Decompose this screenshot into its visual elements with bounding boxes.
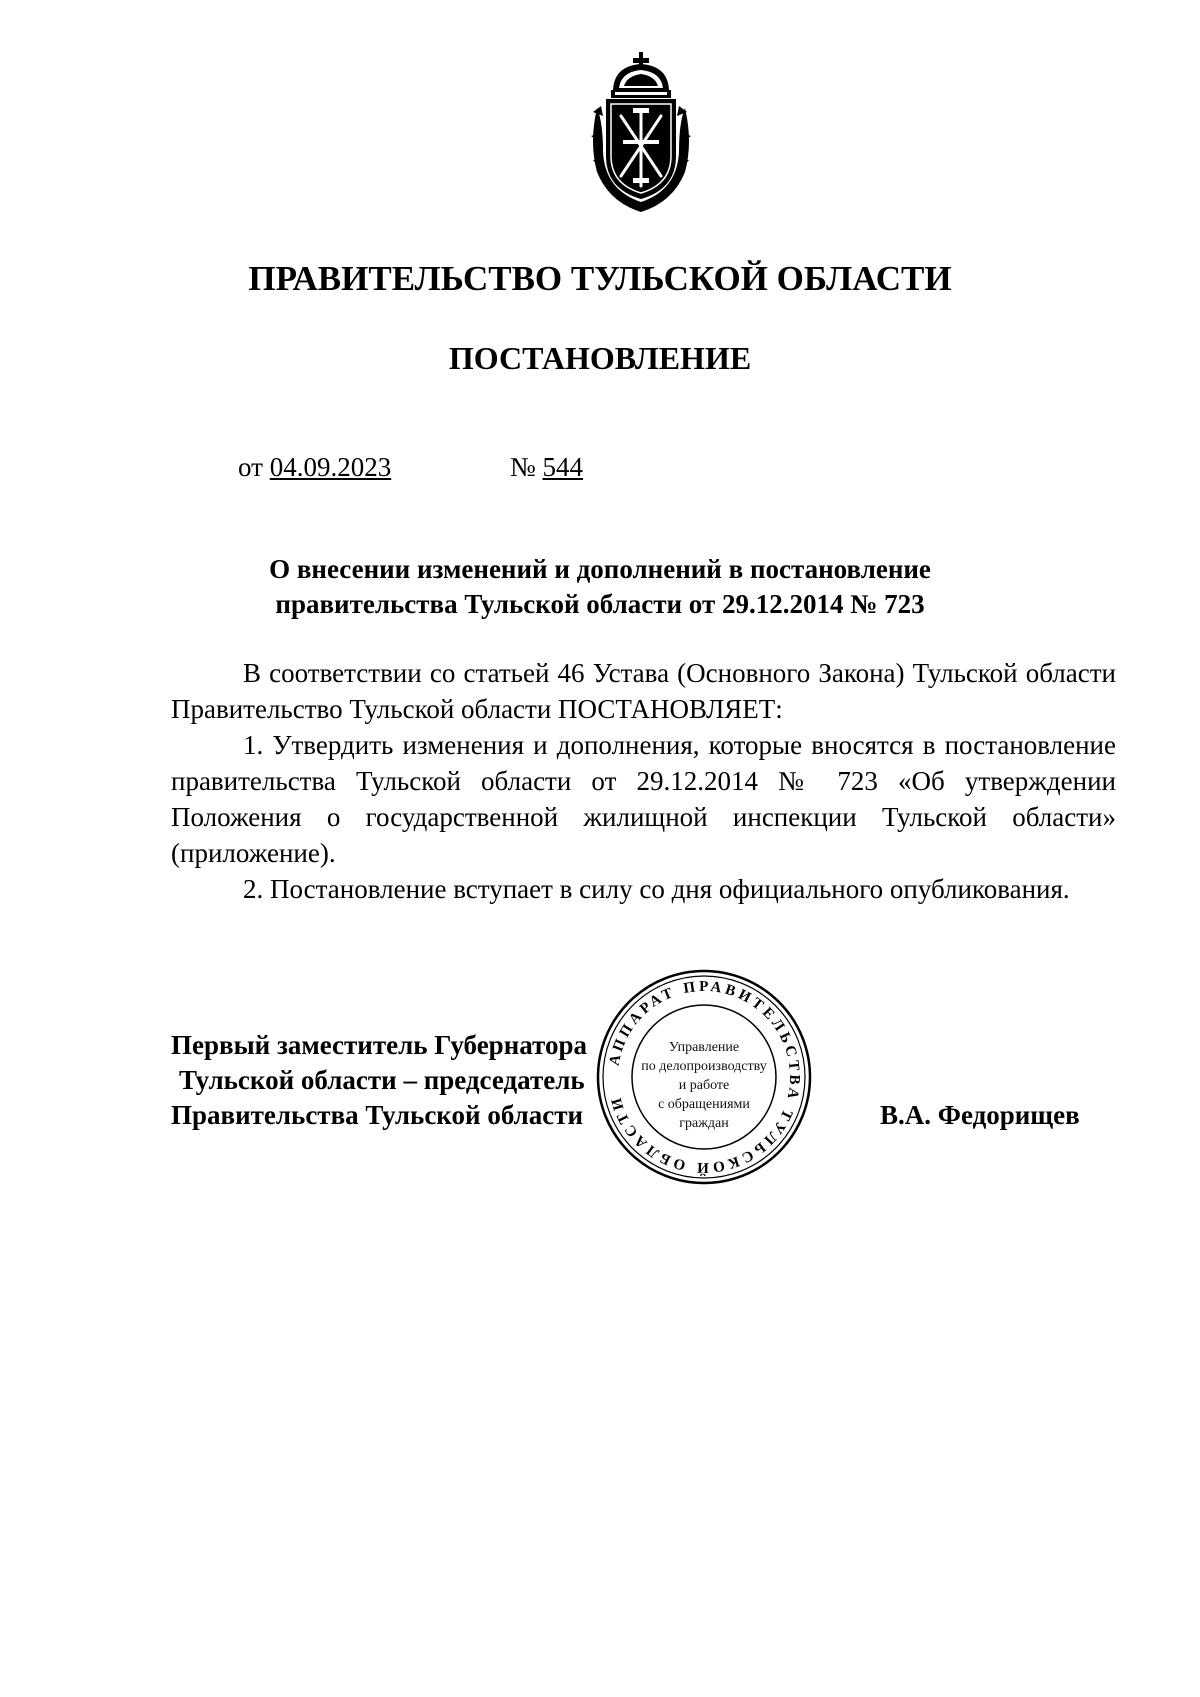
stamp-center-line-4: с обращениями	[658, 1097, 750, 1112]
document-date	[238, 450, 391, 484]
body-paragraph-2: 2. Постановление вступает в силу со дня официального опубликования.	[243, 874, 1070, 904]
document-body	[171, 655, 1116, 907]
date-prefix: от	[238, 452, 263, 482]
document-subject	[0, 552, 1200, 622]
number-prefix: №	[510, 452, 536, 482]
coat-of-arms-icon	[583, 52, 699, 216]
signer-position-line-3: Правительства Тульской области	[171, 1100, 584, 1130]
body-paragraph-preamble: В соответствии со статьей 46 Устава (Основного Закона) Тульской области Правительство Тульской области ПОСТАНОВЛЯЕТ:	[171, 658, 1116, 724]
organization-title: ПРАВИТЕЛЬСТВО ТУЛЬСКОЙ ОБЛАСТИ	[248, 259, 952, 298]
stamp-center-line-3: и работе	[678, 1078, 730, 1093]
date-value: 04.09.2023	[269, 452, 392, 482]
document-type-title: ПОСТАНОВЛЕНИЕ	[448, 340, 752, 376]
stamp-ring-text: АППАРАТ ПРАВИТЕЛЬСТВА ТУЛЬСКОЙ ОБЛАСТИ	[606, 978, 803, 1176]
stamp-center-line-5: граждан	[679, 1116, 729, 1131]
number-value: 544	[542, 452, 584, 482]
signer-position	[171, 1028, 587, 1133]
document-number	[510, 450, 583, 484]
signer-name: В.А. Федорищев	[880, 1100, 1080, 1130]
subject-line-1: О внесении изменений и дополнений в постановление	[269, 554, 931, 584]
crown-icon	[611, 52, 671, 98]
subject-line-2: правительства Тульской области от 29.12.2014 № 723	[275, 589, 925, 619]
stamp-center-text	[640, 1038, 768, 1133]
body-paragraph-1: 1. Утвердить изменения и дополнения, которые вносятся в постановление правительства Тульской области от 29.12.2014 № 723 «Об утверждении Положения о государственной жилищной инспекции Тульской области» (приложение).	[171, 730, 1116, 868]
stamp-center-line-1: Управление	[668, 1040, 740, 1055]
stamp-center-line-2: по делопроизводству	[641, 1059, 767, 1074]
signer-position-line-1: Первый заместитель Губернатора	[171, 1030, 587, 1060]
signer-position-line-2: Тульской области – председатель	[179, 1065, 585, 1095]
